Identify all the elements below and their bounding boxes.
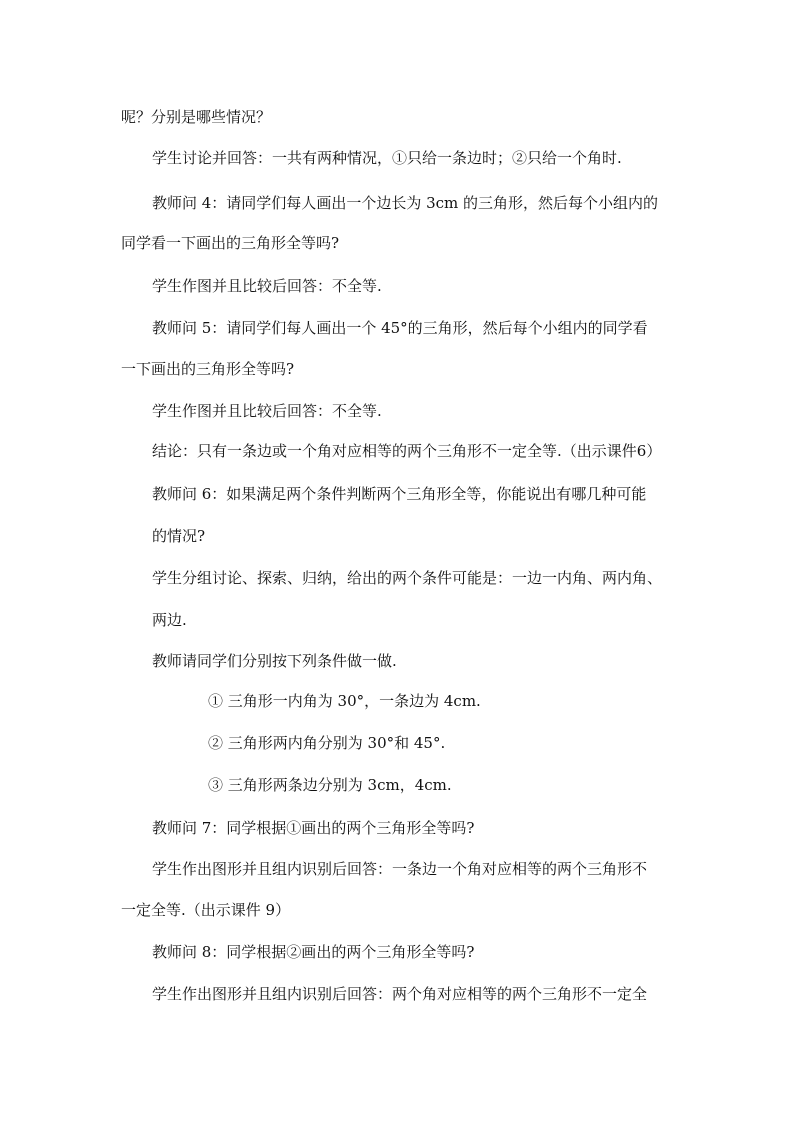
list-item: ① 三角形一内角为 30°，一条边为 4cm. xyxy=(208,692,481,710)
list-item: ③ 三角形两条边分别为 3cm，4cm. xyxy=(208,776,452,794)
text-line: 教师问 8：同学根据②画出的两个三角形全等吗? xyxy=(152,943,475,961)
text-line: 教师问 5：请同学们每人画出一个 45°的三角形，然后每个小组内的同学看 xyxy=(152,319,648,337)
text-line: 两边. xyxy=(152,611,187,629)
text-line: 呢？分别是哪些情况？ xyxy=(121,108,272,126)
text-line: 结论：只有一条边或一个角对应相等的两个三角形不一定全等.（出示课件6） xyxy=(152,442,662,460)
text-line: 学生作出图形并且组内识别后回答：一条边一个角对应相等的两个三角形不 xyxy=(152,860,648,878)
text-line: 一定全等.（出示课件 9） xyxy=(121,901,291,919)
text-line: 同学看一下画出的三角形全等吗? xyxy=(121,234,340,252)
text-line: 教师问 7：同学根据①画出的两个三角形全等吗? xyxy=(152,819,475,837)
text-line: 学生作图并且比较后回答：不全等. xyxy=(152,402,382,420)
text-line: 学生讨论并回答：一共有两种情况，①只给一条边时；②只给一个角时. xyxy=(152,149,622,167)
text-line: 学生作图并且比较后回答：不全等. xyxy=(152,277,382,295)
text-line: 教师问 4：请同学们每人画出一个边长为 3cm 的三角形，然后每个小组内的 xyxy=(152,194,659,212)
text-line: 一下画出的三角形全等吗? xyxy=(121,360,295,378)
list-item: ② 三角形两内角分别为 30°和 45°. xyxy=(208,734,446,752)
text-line: 教师问 6：如果满足两个条件判断两个三角形全等，你能说出有哪几种可能 xyxy=(152,485,647,503)
text-line: 学生作出图形并且组内识别后回答：两个角对应相等的两个三角形不一定全 xyxy=(152,985,648,1003)
text-line: 学生分组讨论、探索、归纳，给出的两个条件可能是：一边一内角、两内角、 xyxy=(152,569,663,587)
text-line: 教师请同学们分别按下列条件做一做. xyxy=(152,652,397,670)
text-line: 的情况? xyxy=(152,527,206,545)
